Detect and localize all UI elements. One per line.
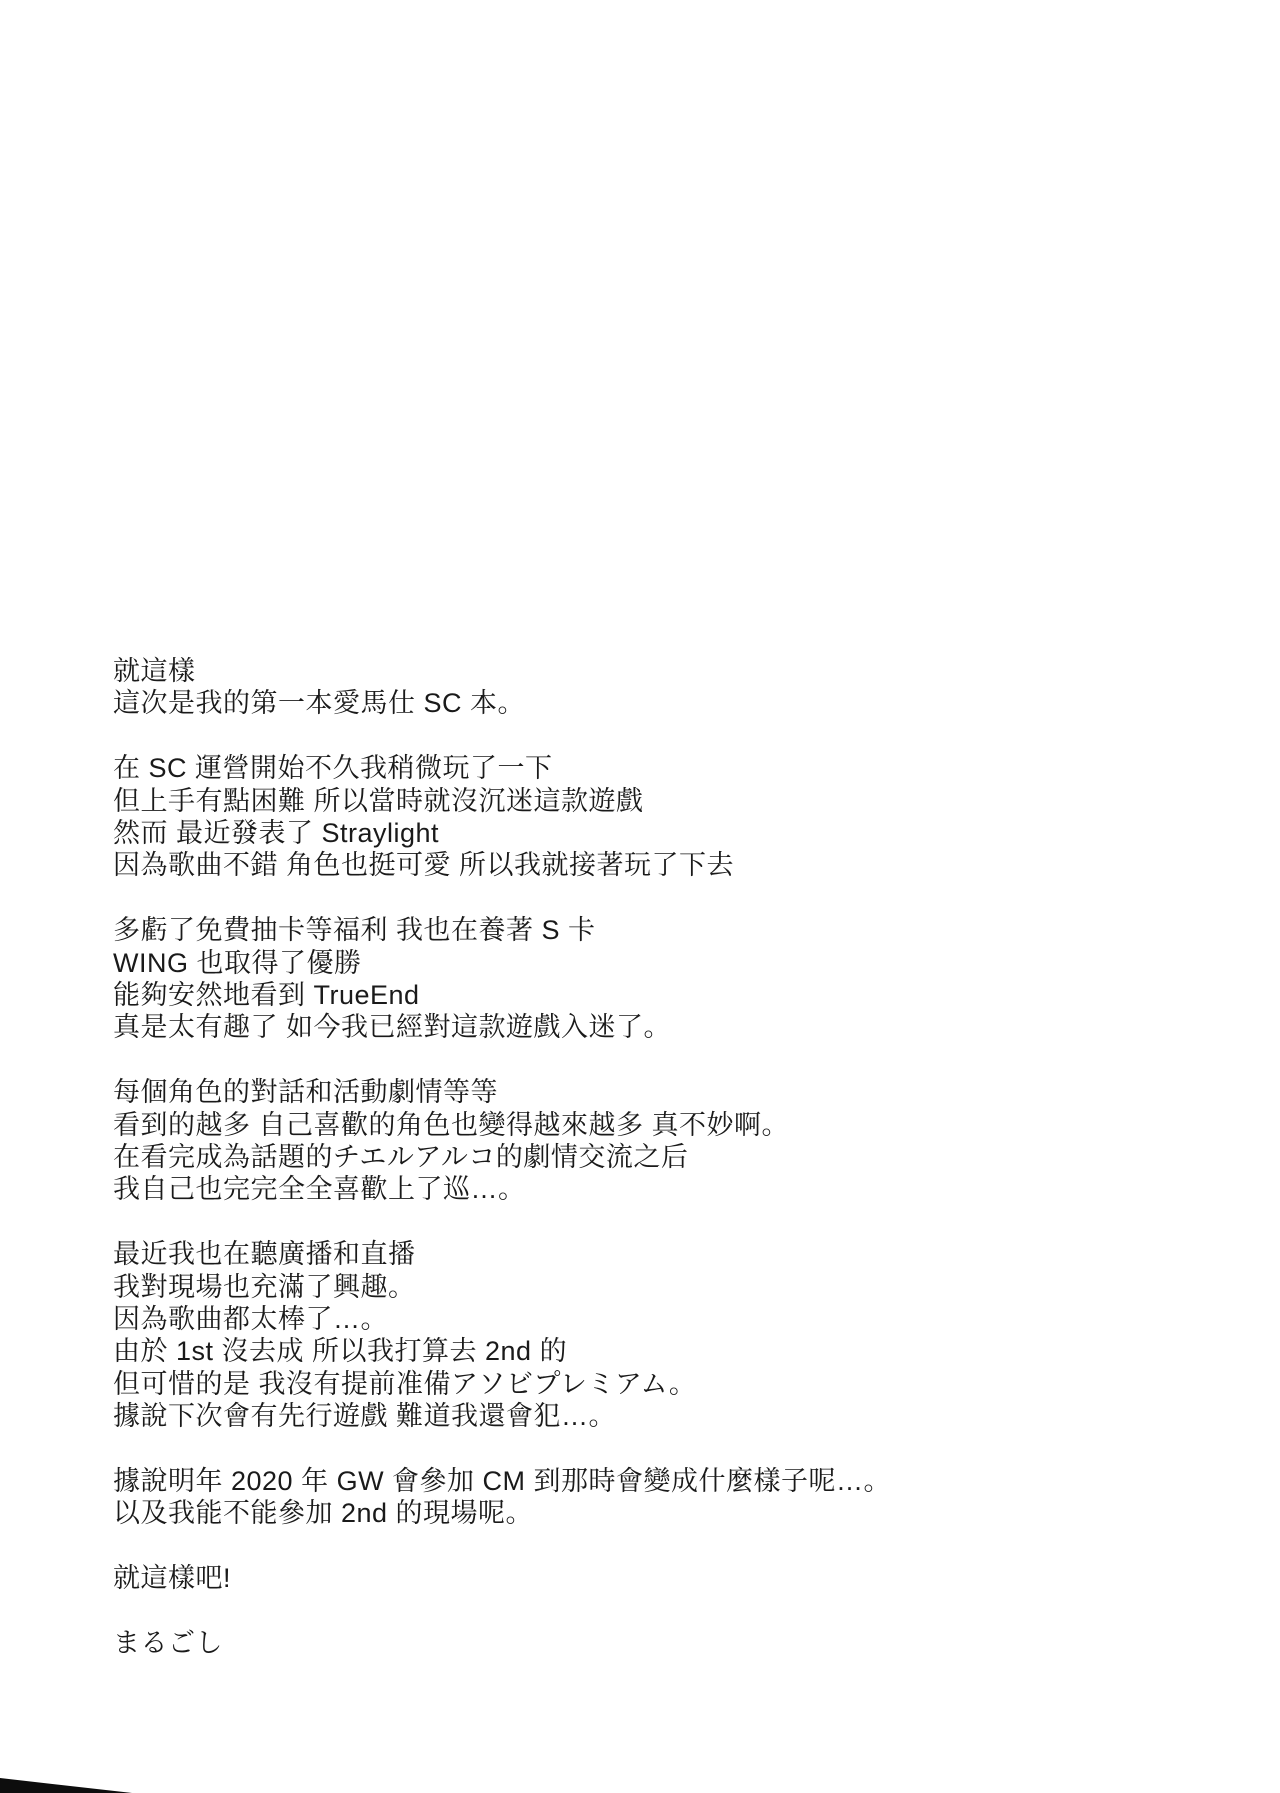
text-line: 這次是我的第一本愛馬仕 SC 本。 [113, 688, 526, 719]
text-line: 最近我也在聽廣播和直播 [113, 1239, 416, 1270]
text-line: 在 SC 運營開始不久我稍微玩了一下 [113, 753, 553, 784]
paragraph [113, 1562, 891, 1594]
text-line: 據說下次會有先行遊戲 難道我還會犯…。 [113, 1401, 617, 1432]
text-line: 然而 最近發表了 Straylight [113, 818, 440, 849]
text-line: 因為歌曲不錯 角色也挺可愛 所以我就接著玩了下去 [113, 850, 735, 881]
text-line: 能夠安然地看到 TrueEnd [113, 980, 420, 1011]
text-line: 因為歌曲都太棒了…。 [113, 1304, 388, 1335]
text-line: 以及我能不能參加 2nd 的現場呢。 [113, 1498, 534, 1529]
text-line: 但上手有點困難 所以當時就沒沉迷這款遊戲 [113, 785, 644, 816]
paragraph [113, 1076, 891, 1206]
text-line: 看到的越多 自己喜歡的角色也變得越來越多 真不妙啊。 [113, 1109, 790, 1140]
paragraph [113, 752, 891, 882]
text-line: 在看完成為話題的チエルアルコ的劇情交流之后 [113, 1142, 689, 1173]
author-signature: まるごし [113, 1628, 223, 1659]
text-line: 就這樣吧! [113, 1563, 232, 1594]
text-line: 我自己也完完全全喜歡上了巡…。 [113, 1174, 526, 1205]
paragraph [113, 655, 891, 720]
text-line: 多虧了免費抽卡等福利 我也在養著 S 卡 [113, 915, 596, 946]
text-line: 真是太有趣了 如今我已經對這款遊戲入迷了。 [113, 1012, 672, 1043]
text-line: 就這樣 [113, 656, 196, 686]
paragraph [113, 914, 891, 1044]
text-line: 由於 1st 沒去成 所以我打算去 2nd 的 [113, 1336, 568, 1367]
text-line: 我對現場也充滿了興趣。 [113, 1271, 416, 1302]
paragraph [113, 1465, 891, 1530]
text-line: 每個角色的對話和活動劇情等等 [113, 1077, 498, 1108]
scan-artifact-corner-icon [0, 1778, 132, 1793]
text-line: 但可惜的是 我沒有提前准備アソビプレミアム。 [113, 1368, 697, 1399]
paragraph [113, 1238, 891, 1432]
text-line: 據說明年 2020 年 GW 會參加 CM 到那時會變成什麼樣子呢…。 [113, 1466, 892, 1497]
text-line: WING 也取得了優勝 [113, 947, 362, 978]
afterword-text [113, 655, 891, 1659]
